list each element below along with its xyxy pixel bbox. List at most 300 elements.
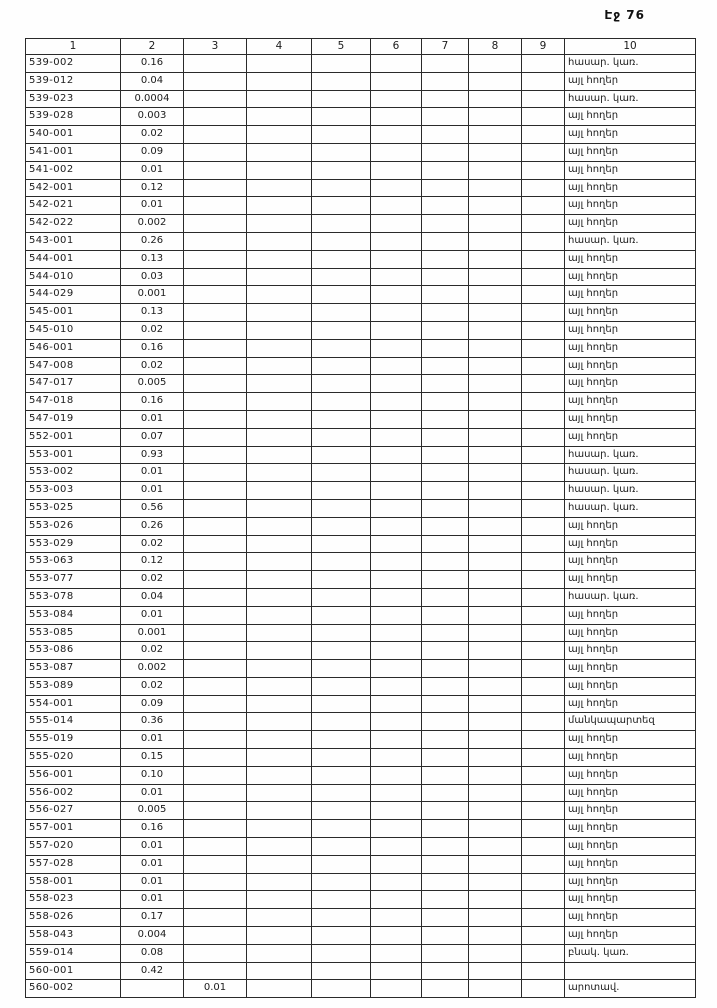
column-header: 5: [312, 39, 371, 55]
cell-area-value: 0.001: [121, 286, 184, 304]
cell-empty: [312, 749, 371, 767]
cell-empty: [247, 446, 312, 464]
cell-empty: [469, 784, 522, 802]
cell-area-value: [121, 980, 184, 998]
cell-land-use-label: արոտավ.: [565, 980, 696, 998]
cell-area-value: 0.09: [121, 143, 184, 161]
cell-empty: [522, 927, 565, 945]
cell-empty: [247, 660, 312, 678]
cell-empty: [469, 891, 522, 909]
cell-empty: [522, 482, 565, 500]
cell-empty: [422, 375, 469, 393]
cell-area-value: 0.005: [121, 375, 184, 393]
cell-empty: [312, 321, 371, 339]
cell-empty: [247, 304, 312, 322]
cell-empty: [247, 713, 312, 731]
cell-empty: [247, 891, 312, 909]
cell-empty: [247, 677, 312, 695]
cell-empty: [422, 161, 469, 179]
cell-empty: [422, 731, 469, 749]
cell-empty: [312, 855, 371, 873]
cell-parcel-code: 555-014: [26, 713, 121, 731]
cell-land-use-label: հասար. կառ.: [565, 55, 696, 73]
cell-area-value: 0.01: [121, 731, 184, 749]
cell-empty: [312, 927, 371, 945]
cell-area-value-col3: [184, 250, 247, 268]
cell-empty: [422, 838, 469, 856]
cell-empty: [422, 873, 469, 891]
cell-empty: [247, 535, 312, 553]
cell-parcel-code: 547-017: [26, 375, 121, 393]
cell-empty: [371, 553, 422, 571]
cell-empty: [312, 410, 371, 428]
cell-empty: [312, 838, 371, 856]
cell-empty: [522, 749, 565, 767]
cell-area-value-col3: [184, 499, 247, 517]
cell-empty: [469, 304, 522, 322]
column-header: 3: [184, 39, 247, 55]
cell-empty: [422, 802, 469, 820]
cell-empty: [371, 179, 422, 197]
cell-parcel-code: 554-001: [26, 695, 121, 713]
cell-empty: [312, 375, 371, 393]
cell-empty: [422, 517, 469, 535]
cell-area-value: 0.12: [121, 179, 184, 197]
cell-empty: [522, 393, 565, 411]
cell-empty: [522, 731, 565, 749]
cell-empty: [247, 215, 312, 233]
cell-empty: [371, 820, 422, 838]
cell-land-use-label: այլ հողեր: [565, 375, 696, 393]
page-number-label: Էջ 76: [604, 8, 645, 22]
cell-area-value-col3: [184, 161, 247, 179]
table-row: [26, 944, 696, 962]
cell-empty: [371, 642, 422, 660]
cell-land-use-label: հասար. կառ.: [565, 588, 696, 606]
cell-empty: [422, 446, 469, 464]
cell-empty: [371, 304, 422, 322]
table-row: [26, 980, 696, 998]
table-row: [26, 410, 696, 428]
column-header: 4: [247, 39, 312, 55]
cell-area-value: 0.10: [121, 766, 184, 784]
cell-empty: [371, 428, 422, 446]
table-row: [26, 375, 696, 393]
cell-empty: [522, 321, 565, 339]
cell-empty: [371, 286, 422, 304]
cell-land-use-label: այլ հողեր: [565, 820, 696, 838]
cell-empty: [469, 731, 522, 749]
cell-area-value: 0.93: [121, 446, 184, 464]
cell-area-value-col3: [184, 108, 247, 126]
cell-empty: [312, 72, 371, 90]
cell-empty: [469, 357, 522, 375]
cell-area-value: 0.01: [121, 891, 184, 909]
cell-empty: [422, 90, 469, 108]
cell-empty: [312, 606, 371, 624]
cell-empty: [371, 90, 422, 108]
cell-empty: [371, 357, 422, 375]
cell-area-value: 0.13: [121, 304, 184, 322]
column-header: 2: [121, 39, 184, 55]
cell-land-use-label: այլ հողեր: [565, 642, 696, 660]
table-row: [26, 197, 696, 215]
cell-empty: [247, 838, 312, 856]
cell-area-value: 0.01: [121, 161, 184, 179]
cell-empty: [522, 909, 565, 927]
cell-empty: [312, 891, 371, 909]
cell-parcel-code: 547-018: [26, 393, 121, 411]
cell-land-use-label: այլ հողեր: [565, 677, 696, 695]
cell-land-use-label: այլ հողեր: [565, 108, 696, 126]
cell-area-value-col3: [184, 232, 247, 250]
cell-empty: [522, 820, 565, 838]
cell-empty: [247, 499, 312, 517]
cell-empty: [522, 980, 565, 998]
cell-empty: [312, 766, 371, 784]
cell-empty: [522, 642, 565, 660]
cell-empty: [469, 713, 522, 731]
cell-parcel-code: 541-001: [26, 143, 121, 161]
cell-parcel-code: 553-077: [26, 571, 121, 589]
cell-empty: [312, 143, 371, 161]
cell-empty: [312, 873, 371, 891]
cell-empty: [422, 126, 469, 144]
cell-land-use-label: այլ հողեր: [565, 268, 696, 286]
cell-empty: [422, 944, 469, 962]
table-row: [26, 927, 696, 945]
cell-empty: [422, 304, 469, 322]
cell-area-value: 0.02: [121, 126, 184, 144]
cell-parcel-code: 544-010: [26, 268, 121, 286]
cell-empty: [312, 802, 371, 820]
table-row: [26, 250, 696, 268]
cell-empty: [371, 232, 422, 250]
cell-empty: [247, 268, 312, 286]
cell-land-use-label: բնակ. կառ.: [565, 944, 696, 962]
cell-empty: [247, 375, 312, 393]
cell-area-value-col3: [184, 357, 247, 375]
cell-area-value-col3: [184, 197, 247, 215]
cell-empty: [247, 588, 312, 606]
cell-land-use-label: այլ հողեր: [565, 339, 696, 357]
cell-empty: [469, 642, 522, 660]
table-row: [26, 499, 696, 517]
cell-empty: [522, 357, 565, 375]
cell-empty: [422, 891, 469, 909]
table-row: [26, 606, 696, 624]
cell-empty: [469, 677, 522, 695]
cell-empty: [247, 179, 312, 197]
cell-empty: [469, 571, 522, 589]
column-header: 10: [565, 39, 696, 55]
cell-empty: [371, 393, 422, 411]
cell-area-value: 0.01: [121, 606, 184, 624]
cell-land-use-label: հասար. կառ.: [565, 464, 696, 482]
cell-land-use-label: այլ հողեր: [565, 927, 696, 945]
cell-empty: [371, 927, 422, 945]
cell-parcel-code: 544-029: [26, 286, 121, 304]
cell-parcel-code: 557-001: [26, 820, 121, 838]
cell-area-value-col3: [184, 90, 247, 108]
cell-empty: [522, 802, 565, 820]
cell-empty: [422, 606, 469, 624]
cell-empty: [469, 428, 522, 446]
cell-empty: [247, 802, 312, 820]
cell-area-value-col3: [184, 962, 247, 980]
cell-empty: [469, 215, 522, 233]
cell-empty: [371, 891, 422, 909]
cell-land-use-label: այլ հողեր: [565, 802, 696, 820]
column-header: 8: [469, 39, 522, 55]
cell-empty: [469, 108, 522, 126]
cell-empty: [371, 944, 422, 962]
cell-land-use-label: այլ հողեր: [565, 72, 696, 90]
cell-empty: [522, 588, 565, 606]
cell-area-value-col3: [184, 393, 247, 411]
cell-empty: [422, 588, 469, 606]
cell-empty: [422, 250, 469, 268]
cell-area-value: 0.005: [121, 802, 184, 820]
table-row: [26, 820, 696, 838]
cell-empty: [312, 446, 371, 464]
table-row: [26, 553, 696, 571]
cell-parcel-code: 541-002: [26, 161, 121, 179]
cell-area-value: 0.01: [121, 873, 184, 891]
table-row: [26, 784, 696, 802]
cell-empty: [247, 55, 312, 73]
cell-empty: [469, 339, 522, 357]
cell-land-use-label: այլ հողեր: [565, 855, 696, 873]
cell-land-use-label: հասար. կառ.: [565, 499, 696, 517]
cell-empty: [371, 713, 422, 731]
cell-empty: [247, 606, 312, 624]
cell-area-value: 0.07: [121, 428, 184, 446]
table-row: [26, 161, 696, 179]
cell-parcel-code: 546-001: [26, 339, 121, 357]
cell-empty: [371, 72, 422, 90]
cell-area-value-col3: [184, 624, 247, 642]
cell-area-value: 0.02: [121, 677, 184, 695]
cell-parcel-code: 540-001: [26, 126, 121, 144]
cell-empty: [469, 286, 522, 304]
cell-empty: [469, 55, 522, 73]
cell-empty: [422, 410, 469, 428]
cell-empty: [247, 126, 312, 144]
table-row: [26, 873, 696, 891]
table-body: [26, 55, 696, 998]
cell-parcel-code: 560-002: [26, 980, 121, 998]
cell-parcel-code: 553-025: [26, 499, 121, 517]
cell-empty: [522, 428, 565, 446]
cell-empty: [422, 499, 469, 517]
cell-empty: [312, 784, 371, 802]
cell-parcel-code: 558-001: [26, 873, 121, 891]
cell-land-use-label: այլ հողեր: [565, 215, 696, 233]
cell-empty: [371, 339, 422, 357]
cell-empty: [247, 980, 312, 998]
cell-area-value: 0.03: [121, 268, 184, 286]
column-header: 1: [26, 39, 121, 55]
cell-parcel-code: 547-019: [26, 410, 121, 428]
cell-empty: [312, 962, 371, 980]
cell-land-use-label: այլ հողեր: [565, 286, 696, 304]
table-row: [26, 357, 696, 375]
cell-empty: [312, 428, 371, 446]
cell-area-value: 0.01: [121, 784, 184, 802]
cell-area-value-col3: [184, 927, 247, 945]
cell-parcel-code: 553-026: [26, 517, 121, 535]
cell-empty: [522, 410, 565, 428]
cell-area-value: 0.36: [121, 713, 184, 731]
cell-land-use-label: հասար. կառ.: [565, 482, 696, 500]
cell-empty: [422, 197, 469, 215]
table-row: [26, 232, 696, 250]
cell-empty: [371, 838, 422, 856]
cell-empty: [422, 927, 469, 945]
cell-empty: [422, 339, 469, 357]
cell-empty: [247, 944, 312, 962]
cell-area-value: 0.08: [121, 944, 184, 962]
cell-empty: [312, 624, 371, 642]
cell-empty: [422, 766, 469, 784]
cell-empty: [247, 143, 312, 161]
cell-empty: [469, 927, 522, 945]
cell-empty: [312, 464, 371, 482]
cell-empty: [469, 802, 522, 820]
cell-empty: [312, 588, 371, 606]
cell-empty: [312, 695, 371, 713]
cell-land-use-label: հասար. կառ.: [565, 446, 696, 464]
cell-area-value-col3: [184, 909, 247, 927]
table-row: [26, 909, 696, 927]
cell-empty: [312, 571, 371, 589]
cell-empty: [469, 766, 522, 784]
cell-empty: [371, 606, 422, 624]
cell-empty: [469, 375, 522, 393]
table-row: [26, 321, 696, 339]
cell-area-value-col3: [184, 731, 247, 749]
cell-area-value-col3: [184, 873, 247, 891]
cell-empty: [522, 713, 565, 731]
cell-area-value-col3: [184, 535, 247, 553]
table-row: [26, 482, 696, 500]
cell-parcel-code: 557-020: [26, 838, 121, 856]
cell-empty: [247, 339, 312, 357]
table-row: [26, 143, 696, 161]
cell-empty: [247, 855, 312, 873]
table-row: [26, 215, 696, 233]
cell-empty: [371, 873, 422, 891]
table-row: [26, 962, 696, 980]
cell-land-use-label: այլ հողեր: [565, 909, 696, 927]
cell-empty: [247, 553, 312, 571]
cell-empty: [522, 855, 565, 873]
cell-land-use-label: այլ հողեր: [565, 784, 696, 802]
cell-area-value: 0.01: [121, 855, 184, 873]
cell-empty: [422, 286, 469, 304]
cell-empty: [469, 126, 522, 144]
cell-empty: [312, 90, 371, 108]
cell-empty: [247, 820, 312, 838]
cell-empty: [422, 855, 469, 873]
cell-land-use-label: այլ հողեր: [565, 535, 696, 553]
table-row: [26, 713, 696, 731]
cell-empty: [469, 482, 522, 500]
cell-area-value: 0.01: [121, 410, 184, 428]
cell-empty: [469, 161, 522, 179]
cell-area-value: 0.02: [121, 642, 184, 660]
cell-empty: [422, 393, 469, 411]
cell-empty: [469, 749, 522, 767]
cell-empty: [469, 143, 522, 161]
cell-empty: [247, 410, 312, 428]
cell-land-use-label: այլ հողեր: [565, 660, 696, 678]
cell-area-value-col3: [184, 321, 247, 339]
cell-empty: [522, 891, 565, 909]
cell-empty: [522, 268, 565, 286]
cell-area-value-col3: [184, 713, 247, 731]
cell-empty: [371, 197, 422, 215]
cell-area-value-col3: [184, 784, 247, 802]
cell-parcel-code: 553-029: [26, 535, 121, 553]
cell-parcel-code: 539-028: [26, 108, 121, 126]
cell-land-use-label: հասար. կառ.: [565, 90, 696, 108]
cell-empty: [371, 802, 422, 820]
cell-empty: [469, 464, 522, 482]
table-row: [26, 766, 696, 784]
cell-empty: [422, 749, 469, 767]
cell-empty: [247, 873, 312, 891]
cell-empty: [247, 161, 312, 179]
cell-area-value-col3: [184, 410, 247, 428]
cell-empty: [247, 749, 312, 767]
cell-empty: [312, 553, 371, 571]
cell-parcel-code: 553-003: [26, 482, 121, 500]
cell-land-use-label: այլ հողեր: [565, 553, 696, 571]
cell-empty: [247, 909, 312, 927]
cell-empty: [522, 660, 565, 678]
cell-empty: [312, 304, 371, 322]
cell-empty: [312, 126, 371, 144]
cell-empty: [469, 873, 522, 891]
cell-empty: [469, 624, 522, 642]
cell-empty: [371, 909, 422, 927]
cell-empty: [522, 304, 565, 322]
table-row: [26, 428, 696, 446]
cell-area-value-col3: [184, 215, 247, 233]
cell-empty: [469, 606, 522, 624]
cell-parcel-code: 543-001: [26, 232, 121, 250]
cell-land-use-label: այլ հողեր: [565, 304, 696, 322]
cell-empty: [371, 250, 422, 268]
cell-area-value: 0.15: [121, 749, 184, 767]
cell-empty: [371, 464, 422, 482]
cell-land-use-label: այլ հողեր: [565, 357, 696, 375]
cell-empty: [522, 108, 565, 126]
cell-empty: [312, 250, 371, 268]
table-row: [26, 179, 696, 197]
cell-empty: [422, 642, 469, 660]
cell-parcel-code: 542-021: [26, 197, 121, 215]
cell-empty: [522, 72, 565, 90]
cell-empty: [469, 820, 522, 838]
table-row: [26, 268, 696, 286]
cell-area-value: 0.01: [121, 464, 184, 482]
cell-area-value: 0.02: [121, 571, 184, 589]
cell-parcel-code: 545-001: [26, 304, 121, 322]
cell-empty: [312, 517, 371, 535]
